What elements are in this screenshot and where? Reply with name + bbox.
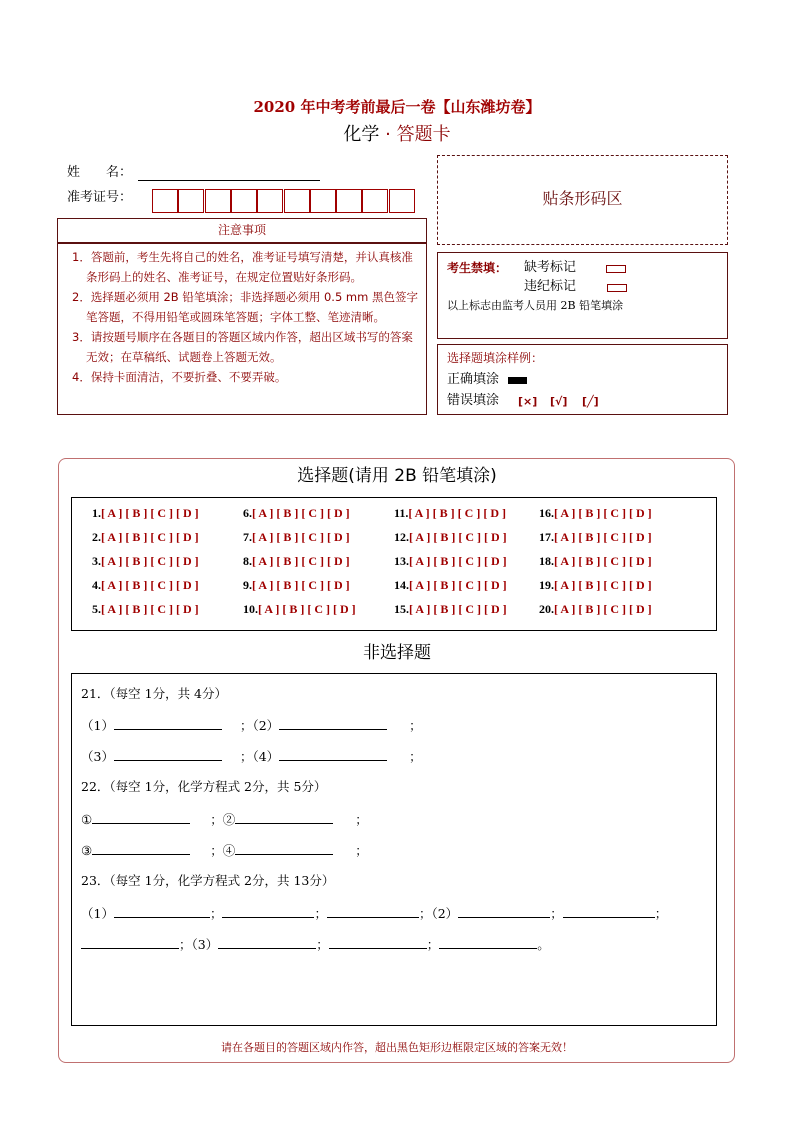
id-digit-box[interactable] (336, 189, 362, 213)
answer-options[interactable]: [ A ] [ B ] [ C ] [ D ] (554, 602, 652, 616)
question-number: 13. (394, 554, 409, 568)
question-number: 14. (394, 578, 409, 592)
absent-label: 缺考标记 (524, 260, 577, 275)
mc-question (539, 602, 652, 616)
id-digit-box[interactable] (152, 189, 178, 213)
mc-question (92, 530, 199, 544)
answer-blank[interactable] (222, 905, 314, 918)
q23-row2 (81, 936, 550, 953)
violation-checkbox[interactable] (607, 284, 627, 292)
notice-item: 4．保持卡面清洁，不要折叠、不要弄破。 (72, 370, 287, 384)
mc-question (539, 506, 652, 520)
mc-question (539, 530, 652, 544)
mc-question (539, 554, 652, 568)
sample-box (437, 344, 728, 415)
q22-row1 (81, 811, 368, 828)
mc-question (394, 554, 507, 568)
label: ； (550, 906, 563, 921)
proctor-note: 以上标志由监考人员用 2B 铅笔填涂 (447, 299, 624, 312)
answer-options[interactable]: [ A ] [ B ] [ C ] [ D ] (252, 554, 350, 568)
label: ； (426, 937, 440, 952)
mc-question (243, 602, 356, 616)
answer-blank[interactable] (92, 842, 190, 855)
id-digit-box[interactable] (362, 189, 388, 213)
answer-options[interactable]: [ A ] [ B ] [ C ] [ D ] (252, 578, 350, 592)
label: 。 (537, 937, 550, 952)
separator: · (379, 124, 397, 145)
answer-blank[interactable] (114, 905, 210, 918)
notice-item: 3．请按题号顺序在各题目的答题区域内作答，超出区域书写的答案无效；在草稿纸、试题卷上答题无效。 (72, 330, 413, 364)
answer-blank[interactable] (218, 936, 316, 949)
answer-options[interactable]: [ A ] [ B ] [ C ] [ D ] (258, 602, 356, 616)
card-label: 答题卡 (396, 124, 451, 145)
violation-label: 违纪标记 (524, 279, 577, 294)
label: （1） (81, 906, 114, 921)
id-digit-box[interactable] (284, 189, 310, 213)
sample-title: 选择题填涂样例： (447, 351, 544, 365)
id-digit-box[interactable] (389, 189, 415, 213)
q23-heading: 23．（每空 1分，化学方程式 2分，共 13分） (81, 873, 335, 888)
question-number: 19. (539, 578, 554, 592)
answer-blank[interactable] (279, 748, 387, 761)
id-digit-box[interactable] (231, 189, 257, 213)
question-number: 10. (243, 602, 258, 616)
label: ； (355, 812, 368, 827)
label: ； (316, 937, 329, 952)
absent-checkbox[interactable] (606, 265, 626, 273)
question-number: 18. (539, 554, 554, 568)
question-number: 4. (92, 578, 101, 592)
answer-blank[interactable] (81, 936, 179, 949)
answer-options[interactable]: [ A ] [ B ] [ C ] [ D ] (101, 554, 199, 568)
mc-question (243, 578, 350, 592)
answer-options[interactable]: [ A ] [ B ] [ C ] [ D ] (252, 530, 350, 544)
mc-question (243, 506, 350, 520)
name-field[interactable] (138, 180, 320, 181)
question-number: 8. (243, 554, 252, 568)
question-number: 5. (92, 602, 101, 616)
mc-question (394, 506, 506, 520)
answer-options[interactable]: [ A ] [ B ] [ C ] [ D ] (409, 578, 507, 592)
question-number: 2. (92, 530, 101, 544)
answer-options[interactable]: [ A ] [ B ] [ C ] [ D ] (409, 530, 507, 544)
question-number: 7. (243, 530, 252, 544)
answer-options[interactable]: [ A ] [ B ] [ C ] [ D ] (409, 554, 507, 568)
id-digit-box[interactable] (257, 189, 283, 213)
nonmc-title: 非选择题 (363, 643, 431, 663)
mc-question (394, 530, 507, 544)
id-digit-box[interactable] (205, 189, 231, 213)
question-number: 15. (394, 602, 409, 616)
answer-blank[interactable] (327, 905, 419, 918)
label: （3） (81, 749, 114, 764)
barcode-area: 贴条形码区 (437, 155, 728, 245)
subject: 化学 (343, 124, 380, 145)
correct-label: 正确填涂 (447, 372, 500, 387)
question-number: 17. (539, 530, 554, 544)
answer-blank[interactable] (563, 905, 655, 918)
answer-options[interactable]: [ A ] [ B ] [ C ] [ D ] (252, 506, 350, 520)
label: ；（2） (239, 718, 280, 733)
mc-question (539, 578, 652, 592)
label: （1） (81, 718, 114, 733)
mc-question (92, 578, 199, 592)
question-number: 6. (243, 506, 252, 520)
q22-row2 (81, 842, 368, 859)
q21-row1 (81, 717, 422, 734)
answer-blank[interactable] (235, 811, 333, 824)
label: ； (355, 843, 368, 858)
label: ；（3） (179, 937, 219, 952)
footer-note: 请在各题目的答题区域内作答，超出黑色矩形边框限定区域的答案无效！ (221, 1041, 573, 1054)
subject-title (0, 124, 794, 146)
id-digit-box[interactable] (310, 189, 336, 213)
mc-question (92, 602, 199, 616)
mc-question (92, 554, 199, 568)
mc-question (92, 506, 199, 520)
mc-question (243, 554, 350, 568)
question-number: 20. (539, 602, 554, 616)
proctor-label: 考生禁填： (447, 261, 508, 275)
answer-blank[interactable] (458, 905, 550, 918)
answer-blank[interactable] (92, 811, 190, 824)
answer-options[interactable]: [ A ] [ B ] [ C ] [ D ] (101, 578, 199, 592)
name-label: 姓 名： (67, 165, 133, 180)
answer-options[interactable]: [ A ] [ B ] [ C ] [ D ] (554, 578, 652, 592)
answer-options[interactable]: [ A ] [ B ] [ C ] [ D ] (101, 602, 199, 616)
filled-mark (508, 377, 527, 384)
wrong-label: 错误填涂 (447, 393, 500, 408)
label: ； (409, 718, 422, 733)
mc-title: 选择题(请用 2B 铅笔填涂) (297, 466, 497, 486)
question-number: 12. (394, 530, 409, 544)
answer-blank[interactable] (114, 748, 222, 761)
notice-item: 2．选择题必须用 2B 铅笔填涂；非选择题必须用 0.5 mm 黑色签字笔答题，不得用铅笔或圆珠笔答题；字体工整、笔迹清晰。 (72, 290, 418, 324)
answer-blank[interactable] (439, 936, 537, 949)
q21-heading: 21．（每空 1分，共 4分） (81, 686, 228, 701)
answer-options[interactable]: [ A ] [ B ] [ C ] [ D ] (409, 602, 507, 616)
label: ； (314, 906, 327, 921)
label: ；② (210, 812, 236, 827)
label: ； (654, 906, 668, 921)
exam-title: 2020 年中考考前最后一卷【山东潍坊卷】 (253, 98, 541, 116)
answer-options[interactable]: [ A ] [ B ] [ C ] [ D ] (101, 506, 199, 520)
id-digit-box[interactable] (178, 189, 204, 213)
label: ；④ (210, 843, 236, 858)
question-number: 16. (539, 506, 554, 520)
label: ； (409, 749, 422, 764)
mc-question (394, 578, 507, 592)
wrong-mark: [×] (518, 395, 538, 408)
label: ； (209, 906, 223, 921)
q22-heading: 22．（每空 1分，化学方程式 2分，共 5分） (81, 779, 327, 794)
q23-row1 (81, 905, 667, 922)
answer-options[interactable]: [ A ] [ B ] [ C ] [ D ] (408, 506, 506, 520)
label: ；（4） (239, 749, 280, 764)
question-number: 9. (243, 578, 252, 592)
label: ③ (81, 843, 93, 858)
question-number: 11. (394, 506, 409, 520)
answer-options[interactable]: [ A ] [ B ] [ C ] [ D ] (554, 554, 652, 568)
question-number: 3. (92, 554, 101, 568)
answer-blank[interactable] (329, 936, 427, 949)
q21-row2 (81, 748, 422, 765)
answer-options[interactable]: [ A ] [ B ] [ C ] [ D ] (554, 506, 652, 520)
answer-blank[interactable] (114, 717, 222, 730)
answer-options[interactable]: [ A ] [ B ] [ C ] [ D ] (554, 530, 652, 544)
answer-blank[interactable] (279, 717, 387, 730)
wrong-mark: [╱] (582, 395, 599, 408)
proctor-box (437, 252, 728, 339)
label: ① (81, 812, 93, 827)
notice-title: 注意事项 (57, 218, 427, 243)
id-label: 准考证号： (67, 190, 133, 205)
label: ；（2） (418, 906, 459, 921)
answer-blank[interactable] (235, 842, 333, 855)
notice-list (57, 243, 427, 415)
mc-question (394, 602, 507, 616)
wrong-mark: [√] (550, 395, 568, 408)
answer-options[interactable]: [ A ] [ B ] [ C ] [ D ] (101, 530, 199, 544)
mc-question (243, 530, 350, 544)
question-number: 1. (92, 506, 101, 520)
notice-item: 1．答题前，考生先将自己的姓名，准考证号填写清楚，并认真核准条形码上的姓名、准考证号，在规定位置贴好条形码。 (72, 250, 413, 284)
